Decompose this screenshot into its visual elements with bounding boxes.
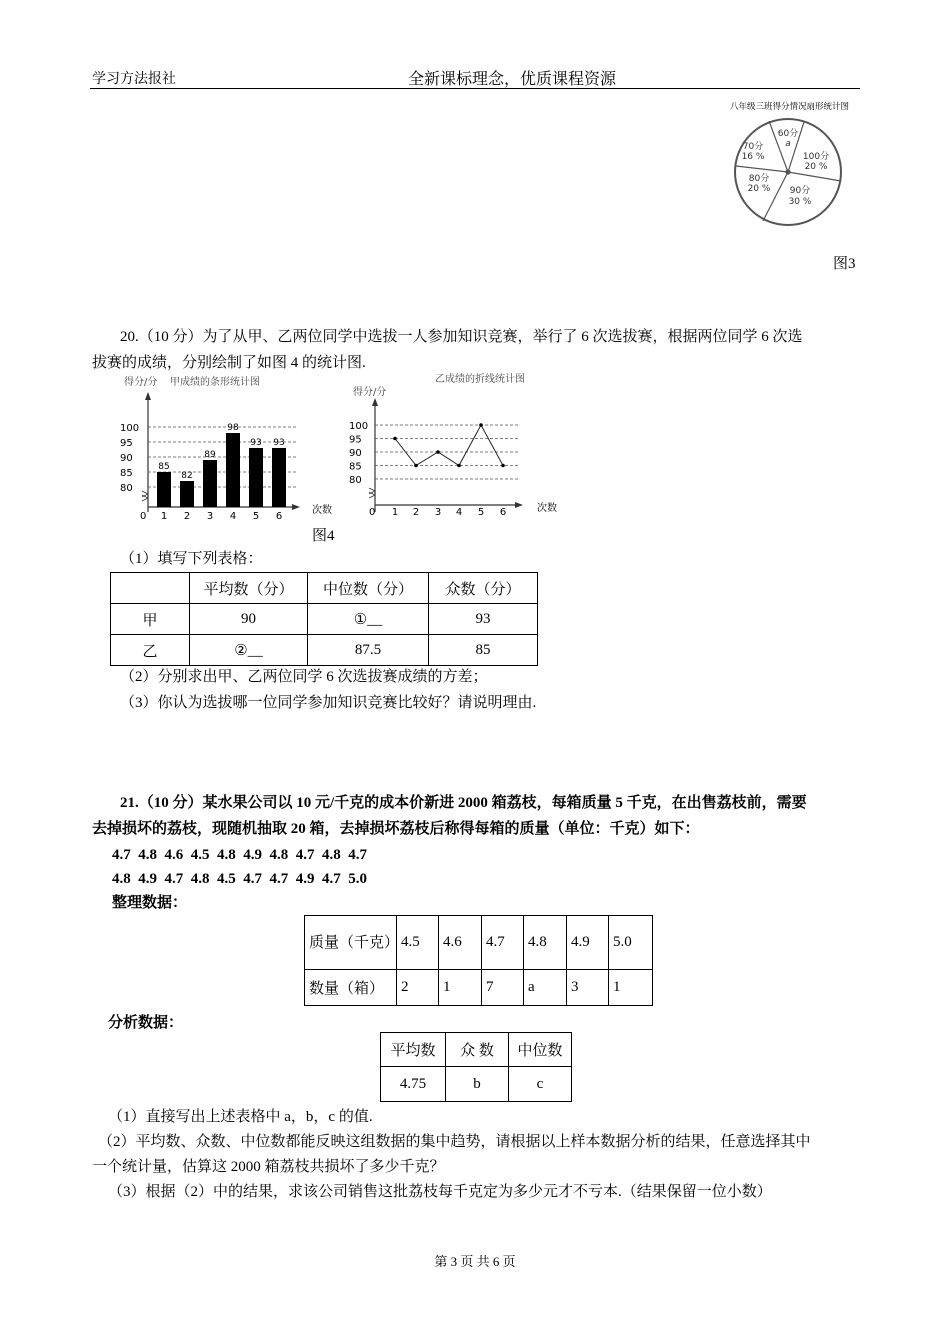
bar-ylabel: 得分/分 — [124, 377, 158, 388]
q20-cell: 85 — [429, 635, 538, 666]
bar-value-label: 98 — [227, 423, 239, 433]
pie-pct-80: 20 % — [747, 184, 771, 194]
q21-freq-cell: 1 — [439, 970, 482, 1006]
q20-sub2: （2）分别求出甲、乙两位同学 6 次选拔赛成绩的方差； — [120, 669, 488, 685]
q21-freq-cell: 3 — [567, 970, 609, 1006]
q21-freq-cell: a — [524, 970, 567, 1006]
q20-cell: ①__ — [308, 604, 429, 635]
q21-freq-cell: 4.5 — [397, 916, 439, 970]
q20-sub1: （1）填写下列表格： — [120, 551, 263, 567]
line-xtick: 4 — [455, 507, 463, 518]
bar-ytick: 90 — [120, 453, 133, 464]
bar-ytick: 100 — [120, 423, 140, 434]
pie-chart — [728, 98, 868, 230]
bar-y-arrow — [145, 392, 151, 400]
q21-freq-cell: 2 — [397, 970, 439, 1006]
q21-stat-table — [380, 1032, 572, 1102]
q21-data-line2: 4.8 4.9 4.7 4.8 4.5 4.7 4.7 4.9 4.7 5.0 — [112, 871, 367, 887]
bar-value-label: 85 — [158, 462, 170, 472]
bar — [272, 448, 286, 507]
line-xtick: 3 — [434, 507, 442, 518]
bar — [157, 472, 171, 507]
line-ytick: 90 — [349, 448, 362, 459]
line-point — [393, 437, 397, 441]
q20-cell: 87.5 — [308, 635, 429, 666]
line-ytick: 80 — [349, 475, 362, 486]
bar-x-arrow — [292, 504, 300, 510]
q21-stat-header: 中位数 — [509, 1033, 572, 1067]
line-point — [501, 464, 505, 468]
q21-intro-line1: 21.（10 分）某水果公司以 10 元/千克的成本价新进 2000 箱荔枝，每箱质量 5 千克，在出售荔枝前，需要 — [120, 795, 807, 811]
q21-stat-header: 众 数 — [446, 1033, 509, 1067]
line-title: 乙成绩的折线统计图 — [435, 374, 525, 385]
bar-value-label: 82 — [181, 471, 193, 481]
bar — [203, 460, 217, 507]
q21-freq-cell: 7 — [482, 970, 524, 1006]
q21-freq-cell: 质量（千克） — [305, 916, 397, 970]
line-axis-break — [369, 488, 375, 498]
page-footer: 第 3 页 共 6 页 — [434, 1254, 516, 1269]
line-xtick: 5 — [477, 507, 485, 518]
header-rule — [90, 88, 860, 89]
line-xtick: 2 — [412, 507, 420, 518]
bar-xlabel: 次数 — [312, 505, 332, 516]
bar-chart — [118, 372, 343, 522]
bar-xtick: 6 — [275, 511, 283, 522]
header-left: 学习方法报社 — [92, 72, 176, 87]
q20-sub3: （3）你认为选拔哪一位同学参加知识竞赛比较好？请说明理由. — [120, 695, 537, 711]
q20-intro-line2: 拔赛的成绩，分别绘制了如图 4 的统计图. — [92, 355, 366, 371]
line-ytick: 85 — [349, 461, 362, 473]
bar-ytick: 80 — [120, 483, 133, 494]
q21-freq-cell: 4.8 — [524, 916, 567, 970]
q20-cell: 乙 — [111, 635, 190, 666]
line-series — [395, 425, 503, 466]
bar — [226, 433, 240, 507]
line-xtick: 1 — [391, 507, 399, 518]
pie-title: 八年级三班得分情况扇形统计图 — [730, 102, 850, 112]
line-ylabel: 得分/分 — [353, 387, 387, 398]
bar-ytick: 95 — [120, 438, 133, 449]
line-xlabel: 次数 — [537, 503, 557, 514]
q20-th-2: 中位数（分） — [308, 573, 429, 604]
q21-freq-cell: 4.7 — [482, 916, 524, 970]
bar-xtick: 4 — [229, 511, 237, 522]
line-point — [414, 464, 418, 468]
bar-ytick: 85 — [120, 468, 133, 479]
q20-th-3: 众数（分） — [429, 573, 538, 604]
pie-label-100: 100分 — [802, 152, 830, 162]
line-point — [479, 423, 483, 427]
q21-freq-cell: 数量（箱） — [305, 970, 397, 1006]
q20-cell: 甲 — [111, 604, 190, 635]
q21-sub3: （3）根据（2）中的结果，求该公司销售这批荔枝每千克定为多少元才不亏本.（结果保留一位小数） — [108, 1184, 772, 1200]
fig4-label: 图4 — [312, 528, 335, 544]
bar-xtick: 3 — [206, 511, 214, 522]
q21-sub2-line2: 一个统计量，估算这 2000 箱荔枝共损坏了多少千克？ — [92, 1159, 445, 1175]
line-y-arrow — [372, 398, 378, 406]
fig3-label: 图3 — [833, 256, 856, 272]
q20-th-0 — [111, 573, 190, 604]
line-ytick: 95 — [349, 434, 362, 446]
q20-cell: 90 — [190, 604, 308, 635]
q21-sub1: （1）直接写出上述表格中 a，b，c 的值. — [108, 1109, 373, 1125]
bar — [180, 481, 194, 507]
bar-value-label: 89 — [204, 450, 216, 460]
bar-origin: 0 — [140, 511, 147, 522]
line-ytick: 100 — [349, 421, 369, 432]
bar-axis-break — [142, 491, 148, 501]
q21-freq-cell: 5.0 — [609, 916, 653, 970]
line-chart — [347, 368, 562, 522]
q21-data-line1: 4.7 4.8 4.6 4.5 4.8 4.9 4.8 4.7 4.8 4.7 — [112, 847, 367, 863]
bar-xtick: 2 — [183, 511, 191, 522]
line-point — [436, 450, 440, 454]
q20-th-1: 平均数（分） — [190, 573, 308, 604]
pie-label-80: 80分 — [748, 174, 770, 184]
q20-cell: 93 — [429, 604, 538, 635]
line-xtick: 6 — [499, 507, 507, 518]
q21-organize-label: 整理数据： — [112, 895, 188, 911]
q21-intro-line2: 去掉损坏的荔枝，现随机抽取 20 箱，去掉损坏荔枝后称得每箱的质量（单位：千克）如下： — [92, 821, 700, 837]
bar-value-label: 93 — [250, 438, 262, 448]
bar-xtick: 1 — [160, 511, 168, 522]
line-x-arrow — [515, 502, 523, 508]
q21-stat-value: 4.75 — [381, 1067, 446, 1102]
pie-label-60: 60分 — [777, 129, 799, 139]
header-center: 全新课标理念，优质课程资源 — [408, 71, 617, 88]
q21-freq-cell: 1 — [609, 970, 653, 1006]
q21-freq-table — [304, 915, 653, 1006]
q21-stat-header: 平均数 — [381, 1033, 446, 1067]
bar-xtick: 5 — [252, 511, 260, 522]
pie-pct-90: 30 % — [788, 197, 812, 207]
pie-label-70: 70分 — [742, 142, 764, 152]
pie-pct-100: 20 % — [804, 162, 828, 172]
q21-analyze-label: 分析数据： — [108, 1015, 184, 1031]
line-point — [457, 464, 461, 468]
q21-sub2-line1: （2）平均数、众数、中位数都能反映这组数据的集中趋势，请根据以上样本数据分析的结果，任意选择其中 — [98, 1134, 811, 1150]
pie-pct-60: a — [785, 139, 791, 149]
bar-value-label: 93 — [273, 438, 285, 448]
q20-table — [110, 572, 538, 666]
q21-stat-value: c — [509, 1067, 572, 1102]
pie-pct-70: 16 % — [741, 152, 765, 162]
q20-cell: ②__ — [190, 635, 308, 666]
line-origin: 0 — [369, 507, 376, 518]
pie-label-90: 90分 — [789, 186, 811, 196]
bar — [249, 448, 263, 507]
bar-title: 甲成绩的条形统计图 — [170, 377, 260, 388]
q21-stat-value: b — [446, 1067, 509, 1102]
q21-freq-cell: 4.9 — [567, 916, 609, 970]
q20-intro-line1: 20.（10 分）为了从甲、乙两位同学中选拔一人参加知识竞赛，举行了 6 次选拔赛，根据两位同学 6 次选 — [120, 329, 803, 345]
q21-freq-cell: 4.6 — [439, 916, 482, 970]
